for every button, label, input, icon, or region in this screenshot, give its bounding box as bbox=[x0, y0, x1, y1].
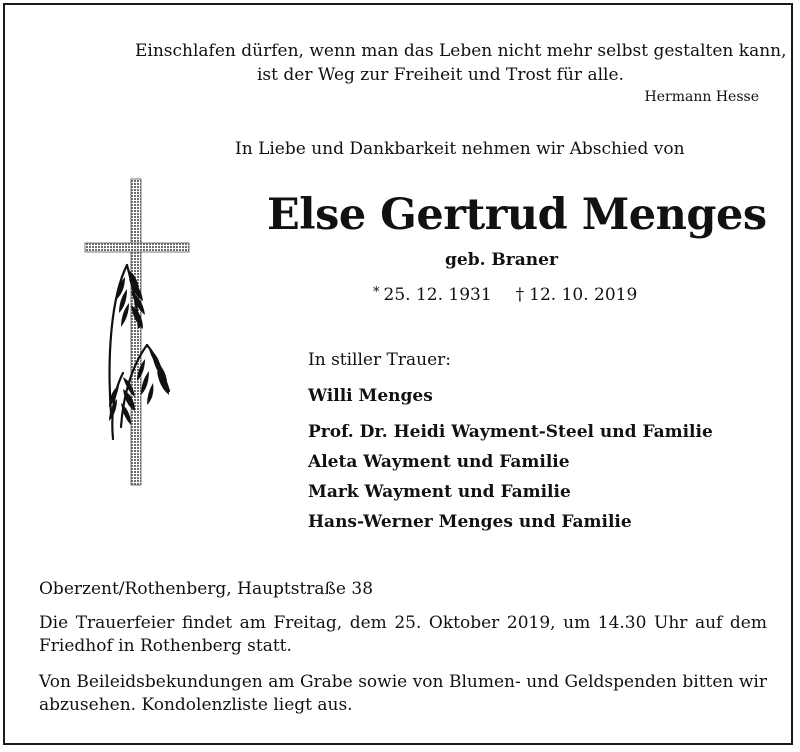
condolence-notice: Von Beileidsbekundungen am Grabe sowie von Blumen- und Geldspenden bitten wir abzusehen. Kondolenzliste liegt aus. bbox=[39, 672, 767, 715]
address: Oberzent/Rothenberg, Hauptstraße 38 bbox=[39, 579, 374, 599]
mourner-name: Prof. Dr. Heidi Wayment-Steel und Familie bbox=[308, 422, 713, 442]
mourner-name: Willi Menges bbox=[308, 386, 433, 406]
intro-text: In Liebe und Dankbarkeit nehmen wir Abschied von bbox=[235, 139, 685, 159]
quote-line-1: Einschlafen dürfen, wenn man das Leben nicht mehr selbst gestalten kann, bbox=[135, 41, 787, 61]
deceased-name: Else Gertrud Menges bbox=[267, 190, 767, 240]
mourner-name: Hans-Werner Menges und Familie bbox=[308, 512, 632, 532]
cross-with-wheat-icon bbox=[83, 177, 193, 489]
quote-line-2: ist der Weg zur Freiheit und Trost für alle. bbox=[257, 65, 624, 85]
mourner-list bbox=[308, 381, 713, 537]
mourning-label: In stiller Trauer: bbox=[308, 350, 451, 370]
cross-horizontal-beam bbox=[85, 243, 189, 252]
funeral-notice: Die Trauerfeier findet am Freitag, dem 25. Oktober 2019, um 14.30 Uhr auf dem Friedhof in Rothenberg statt. bbox=[39, 613, 767, 656]
mourner-name: Mark Wayment und Familie bbox=[308, 482, 571, 502]
life-dates bbox=[373, 281, 637, 307]
birth-date: 25. 12. 1931 bbox=[383, 285, 492, 305]
death-date: 12. 10. 2019 bbox=[529, 285, 638, 305]
maiden-name: geb. Braner bbox=[445, 250, 558, 270]
quote-author: Hermann Hesse bbox=[644, 89, 759, 105]
obituary-card bbox=[3, 3, 793, 745]
mourner-name: Aleta Wayment und Familie bbox=[308, 452, 570, 472]
death-symbol: † bbox=[515, 285, 525, 305]
cross-vertical-beam bbox=[131, 179, 141, 485]
birth-symbol: * bbox=[373, 285, 380, 300]
